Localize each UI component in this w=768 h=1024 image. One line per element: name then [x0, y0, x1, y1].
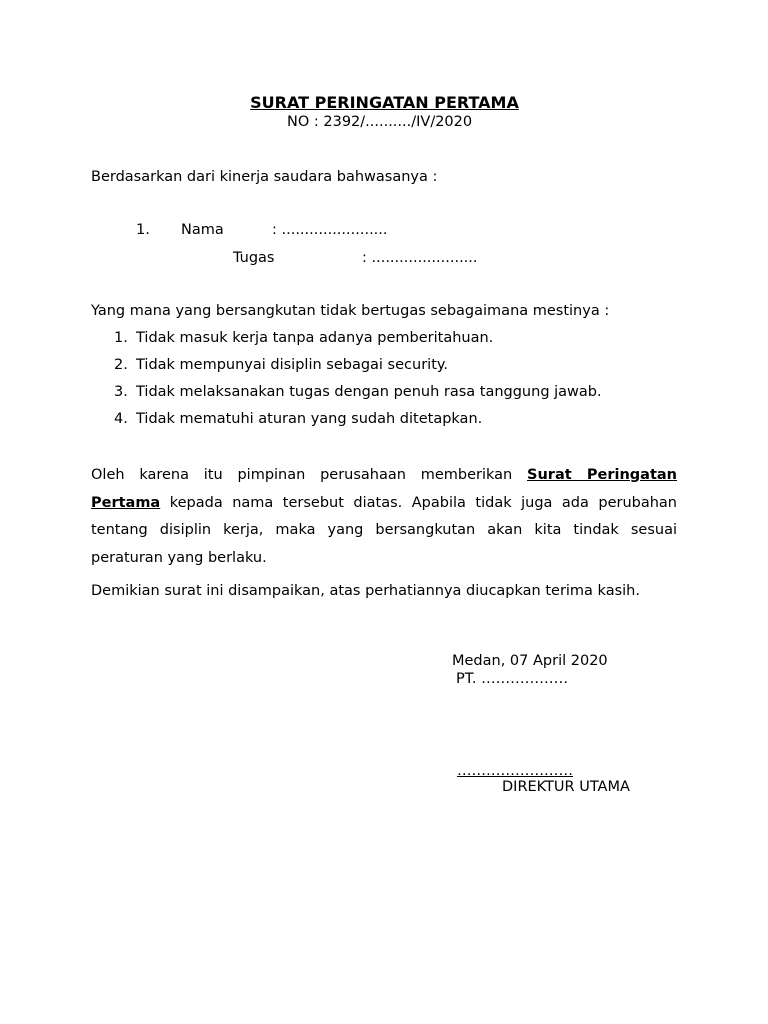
letter-title: SURAT PERINGATAN PERTAMA: [250, 93, 519, 112]
violation-item: [114, 411, 482, 427]
signatory-position: DIREKTUR UTAMA: [502, 779, 630, 795]
violation-text: Tidak melaksanakan tugas dengan penuh rasa tanggung jawab.: [136, 384, 602, 400]
body-paragraph: [91, 462, 677, 572]
company-name: PT. ………………: [456, 671, 569, 687]
violation-number: 1.: [114, 330, 128, 346]
violation-text: Tidak mempunyai disiplin sebagai security.: [136, 357, 448, 373]
paragraph-after: kepada nama tersebut diatas. Apabila tidak juga ada perubahan tentang disiplin kerja, maka yang bersangkutan akan kita tindak sesuai peraturan yang berlaku.: [91, 494, 678, 566]
violation-item: [114, 384, 602, 400]
signatory-name-line: ……………………: [457, 763, 573, 779]
violation-number: 4.: [114, 411, 128, 427]
violation-item: [114, 357, 448, 373]
closing-text: Demikian surat ini disampaikan, atas perhatiannya diucapkan terima kasih.: [91, 583, 640, 599]
nama-value: : .......................: [272, 222, 388, 238]
violation-text: Tidak mematuhi aturan yang sudah ditetapkan.: [136, 411, 483, 427]
violation-number: 2.: [114, 357, 128, 373]
violation-number: 3.: [114, 384, 128, 400]
violation-item: [114, 330, 493, 346]
intro-text: Berdasarkan dari kinerja saudara bahwasanya :: [91, 169, 438, 185]
place-date: Medan, 07 April 2020: [452, 653, 608, 669]
nama-label: Nama: [181, 222, 224, 238]
violation-text: Tidak masuk kerja tanpa adanya pemberitahuan.: [136, 330, 494, 346]
paragraph-emphasis: Surat Peringatan Pertama: [91, 467, 677, 511]
letter-number: NO : 2392/........../IV/2020: [287, 114, 473, 130]
paragraph-before: Oleh karena itu pimpinan perusahaan memberikan: [91, 467, 513, 483]
identity-item-number: 1.: [136, 222, 150, 238]
tugas-label: Tugas: [233, 250, 275, 266]
violations-lead: Yang mana yang bersangkutan tidak bertugas sebagaimana mestinya :: [91, 303, 610, 319]
tugas-value: : .......................: [362, 250, 478, 266]
